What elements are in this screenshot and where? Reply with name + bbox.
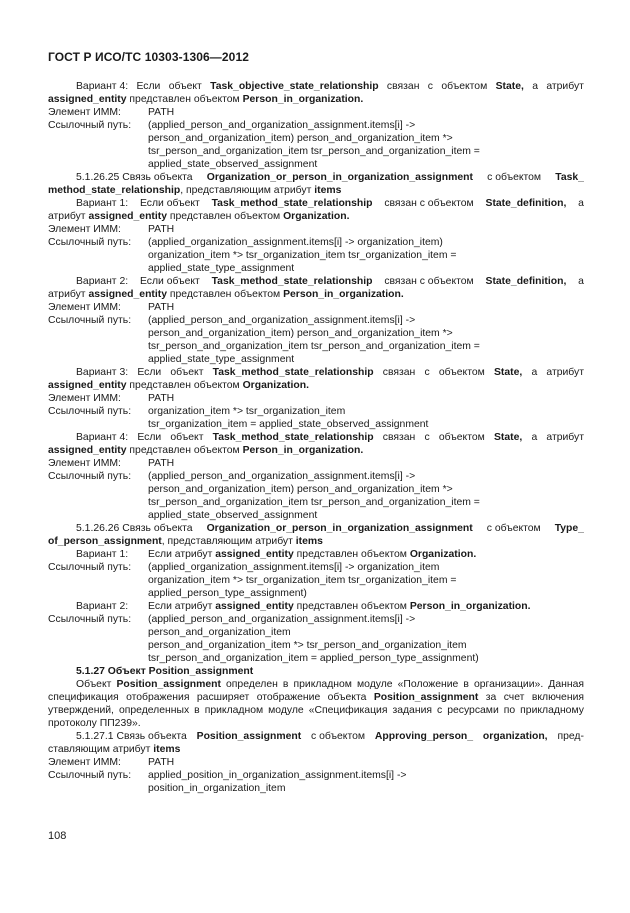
text-run: объектом bbox=[438, 367, 485, 378]
text-line bbox=[48, 288, 584, 301]
text-run: счет bbox=[503, 692, 525, 703]
text-run: представлен объектом bbox=[167, 211, 284, 222]
text-run: applied_position_in_organization_assignment.items[i] -> bbox=[148, 770, 407, 781]
text-run: задания bbox=[392, 705, 433, 716]
text-run: с bbox=[424, 432, 430, 443]
text-run: спецификация bbox=[48, 692, 119, 703]
text-line bbox=[48, 717, 584, 730]
text-run: Вариант 4: bbox=[76, 81, 129, 92]
variant-label: Вариант 1: bbox=[76, 549, 129, 560]
text-run: PATH bbox=[148, 393, 175, 404]
field-label: Ссылочный путь: bbox=[48, 614, 132, 625]
text-line bbox=[48, 93, 584, 106]
text-run: представлен объектом bbox=[126, 445, 243, 456]
text-run: в bbox=[463, 679, 469, 690]
text-run: с bbox=[437, 705, 443, 716]
text-run: Task_ bbox=[555, 172, 584, 183]
text-run: position_in_organization_item bbox=[148, 783, 286, 794]
text-line bbox=[48, 119, 584, 132]
text-run: объектом bbox=[441, 81, 488, 92]
field-label: Элемент ИММ: bbox=[48, 458, 121, 469]
text-line bbox=[48, 704, 584, 717]
text-run: представлен объектом bbox=[126, 380, 243, 391]
text-run: а bbox=[531, 432, 538, 443]
text-run: State, bbox=[493, 432, 523, 443]
text-run: assigned_entity bbox=[48, 94, 127, 105]
text-run: Если объект bbox=[139, 276, 200, 287]
field-label: Ссылочный путь: bbox=[48, 562, 132, 573]
text-line bbox=[48, 197, 584, 210]
text-run: с bbox=[424, 367, 430, 378]
text-line bbox=[48, 132, 584, 145]
text-run: Task_method_state_relationship bbox=[211, 276, 373, 287]
text-run: а bbox=[578, 276, 584, 287]
text-line bbox=[48, 548, 584, 561]
text-run: applied_state_type_assignment bbox=[148, 263, 295, 274]
text-run: Если объект bbox=[139, 198, 200, 209]
text-run: organization, bbox=[482, 731, 548, 742]
text-run: объект bbox=[170, 367, 204, 378]
text-line bbox=[48, 392, 584, 405]
text-run: person_and_organization_item) person_and_organization_item *> bbox=[148, 133, 453, 144]
text-line bbox=[48, 678, 584, 691]
text-run: organization_item *> tsr_organization_item bbox=[148, 406, 346, 417]
text-run: представлен объектом bbox=[293, 549, 410, 560]
text-line bbox=[48, 665, 584, 678]
text-line bbox=[48, 444, 584, 457]
text-run: method_state_relationship bbox=[48, 185, 181, 196]
text-run: State, bbox=[495, 81, 524, 92]
text-line bbox=[48, 600, 584, 613]
text-run: State_definition, bbox=[485, 276, 567, 287]
text-run: Task_method_state_relationship bbox=[212, 367, 374, 378]
text-run: модуле bbox=[357, 679, 393, 690]
text-run: of_person_assignment bbox=[48, 536, 162, 547]
text-run: представлен объектом bbox=[293, 601, 410, 612]
text-line bbox=[48, 574, 584, 587]
text-line bbox=[48, 353, 584, 366]
text-run: items bbox=[295, 536, 323, 547]
text-run: Person_in_organization. bbox=[242, 445, 364, 456]
text-run: applied_person_type_assignment) bbox=[148, 588, 307, 599]
text-line bbox=[48, 457, 584, 470]
text-run: в bbox=[282, 679, 289, 690]
field-label: Элемент ИММ: bbox=[48, 302, 121, 313]
text-line bbox=[48, 145, 584, 158]
text-run: связан bbox=[382, 432, 416, 443]
text-run: tsr_organization_item = applied_state_observed_assignment bbox=[148, 419, 429, 430]
text-run: Person_in_organization. bbox=[409, 601, 531, 612]
text-run: PATH bbox=[148, 302, 175, 313]
text-line bbox=[48, 314, 584, 327]
text-run: Вариант 3: bbox=[76, 367, 129, 378]
text-run: прикладному bbox=[520, 705, 584, 716]
text-line bbox=[48, 626, 584, 639]
text-run: связан с объектом bbox=[384, 198, 474, 209]
text-run: PATH bbox=[148, 757, 175, 768]
text-run: за bbox=[485, 692, 497, 703]
text-line bbox=[48, 613, 584, 626]
text-run: в bbox=[194, 705, 200, 716]
text-line bbox=[48, 301, 584, 314]
text-run: person_and_organization_item bbox=[148, 627, 291, 638]
text-run: organization_item *> tsr_organization_item tsr_organization_item = bbox=[148, 250, 457, 261]
text-line bbox=[48, 210, 584, 223]
text-run: Вариант 4: bbox=[76, 432, 129, 443]
text-line bbox=[48, 275, 584, 288]
text-run: Person_in_organization. bbox=[242, 94, 364, 105]
text-run: tsr_person_and_organization_item = applied_person_type_assignment) bbox=[148, 653, 479, 664]
text-run: 5.1.26.26 Связь объекта bbox=[76, 523, 193, 534]
text-run: а bbox=[578, 198, 584, 209]
field-label: Ссылочный путь: bbox=[48, 315, 132, 326]
text-run: person_and_organization_item) person_and_organization_item *> bbox=[148, 328, 453, 339]
text-line bbox=[48, 223, 584, 236]
text-line bbox=[48, 522, 584, 535]
text-run: а bbox=[531, 367, 538, 378]
text-run: Task_objective_state_relationship bbox=[210, 81, 379, 92]
text-run: (applied_person_and_organization_assignment.items[i] -> bbox=[148, 471, 416, 482]
text-run: отображения bbox=[126, 692, 190, 703]
text-run: Если bbox=[136, 81, 161, 92]
text-run: атрибут bbox=[546, 432, 584, 443]
text-run: с объектом bbox=[311, 731, 366, 742]
text-run: (applied_person_and_organization_assignment.items[i] -> bbox=[148, 120, 416, 131]
text-line bbox=[48, 80, 584, 93]
text-run: по bbox=[503, 705, 516, 716]
field-label: Элемент ИММ: bbox=[48, 107, 121, 118]
text-run: Organization. bbox=[409, 549, 477, 560]
text-line bbox=[48, 509, 584, 522]
text-run: items bbox=[153, 744, 181, 755]
text-run: Task_method_state_relationship bbox=[212, 432, 374, 443]
text-run: assigned_entity bbox=[48, 445, 127, 456]
field-label: Элемент ИММ: bbox=[48, 224, 121, 235]
field-label: Элемент ИММ: bbox=[48, 757, 121, 768]
text-run: (applied_person_and_organization_assignment.items[i] -> bbox=[148, 315, 416, 326]
document-header: ГОСТ Р ИСО/ТС 10303-1306—2012 bbox=[48, 50, 249, 64]
text-run: атрибут bbox=[48, 289, 89, 300]
text-run: прикладном bbox=[204, 705, 264, 716]
text-run: PATH bbox=[148, 107, 175, 118]
field-label: Ссылочный путь: bbox=[48, 406, 132, 417]
text-run: Approving_person_ bbox=[374, 731, 474, 742]
variant-label: Вариант 2: bbox=[76, 601, 129, 612]
text-run: 5.1.27.1 Связь объекта bbox=[76, 731, 187, 742]
text-line bbox=[48, 340, 584, 353]
text-run: представлен объектом bbox=[167, 289, 284, 300]
text-run: 5.1.26.25 Связь объекта bbox=[76, 172, 193, 183]
text-line bbox=[48, 171, 584, 184]
text-run: 5.1.27 Объект bbox=[76, 666, 149, 677]
text-line bbox=[48, 405, 584, 418]
text-run: с bbox=[427, 81, 433, 92]
text-run: связан bbox=[382, 367, 416, 378]
text-line bbox=[48, 561, 584, 574]
text-line bbox=[48, 782, 584, 795]
text-line bbox=[48, 379, 584, 392]
text-run: (applied_organization_assignment.items[i] -> organization_item) bbox=[148, 237, 443, 248]
text-run: tsr_person_and_organization_item tsr_person_and_organization_item = bbox=[148, 341, 480, 352]
text-run: person_and_organization_item) person_and_organization_item *> bbox=[148, 484, 453, 495]
text-run: Organization_or_person_in_organization_assignment bbox=[206, 172, 473, 183]
text-run: , представляющим атрибут bbox=[180, 185, 315, 196]
text-run: PATH bbox=[148, 224, 175, 235]
text-run: Если bbox=[137, 432, 162, 443]
text-run: Если bbox=[137, 367, 162, 378]
text-run: «Положение bbox=[397, 679, 459, 690]
text-run: объект bbox=[168, 81, 202, 92]
text-run: связан bbox=[386, 81, 420, 92]
text-run: прикладном bbox=[293, 679, 352, 690]
field-label: Ссылочный путь: bbox=[48, 471, 132, 482]
text-run: State, bbox=[493, 367, 523, 378]
text-run: объект bbox=[170, 432, 204, 443]
text-run: с объектом bbox=[486, 523, 541, 534]
text-run: assigned_entity bbox=[48, 380, 127, 391]
text-run: ставляющим атрибут bbox=[48, 744, 154, 755]
text-run: assigned_entity bbox=[215, 601, 294, 612]
text-run: Position_assignment bbox=[196, 731, 302, 742]
text-line bbox=[48, 743, 584, 756]
text-run: Данная bbox=[548, 679, 584, 690]
text-line bbox=[48, 691, 584, 704]
text-run: атрибут bbox=[546, 367, 584, 378]
text-run: модуле bbox=[268, 705, 304, 716]
text-run: (applied_organization_assignment.items[i] -> organization_item bbox=[148, 562, 440, 573]
text-run: с объектом bbox=[487, 172, 542, 183]
text-run: определен bbox=[226, 679, 278, 690]
text-run: атрибут bbox=[48, 211, 89, 222]
text-run: , представляющим атрибут bbox=[161, 536, 296, 547]
text-run: включения bbox=[531, 692, 584, 703]
field-label: Ссылочный путь: bbox=[48, 120, 132, 131]
text-run: Если атрибут bbox=[148, 601, 216, 612]
text-line bbox=[48, 652, 584, 665]
text-line bbox=[48, 418, 584, 431]
text-run: tsr_person_and_organization_item tsr_person_and_organization_item = bbox=[148, 146, 480, 157]
text-run: утверждений, bbox=[48, 705, 114, 716]
text-run: tsr_person_and_organization_item tsr_person_and_organization_item = bbox=[148, 497, 480, 508]
text-line bbox=[48, 483, 584, 496]
text-run: а bbox=[532, 81, 538, 92]
text-run: assigned_entity bbox=[215, 549, 294, 560]
text-run: представлен объектом bbox=[126, 94, 243, 105]
text-run: Вариант 2: bbox=[76, 276, 129, 287]
text-run: Position_assignment bbox=[148, 666, 254, 677]
text-run: атрибут bbox=[546, 81, 584, 92]
text-line bbox=[48, 327, 584, 340]
text-line bbox=[48, 470, 584, 483]
text-run: organization_item *> tsr_organization_item tsr_organization_item = bbox=[148, 575, 457, 586]
text-run: applied_state_observed_assignment bbox=[148, 510, 318, 521]
field-label: Элемент ИММ: bbox=[48, 393, 121, 404]
text-run: assigned_entity bbox=[88, 211, 168, 222]
text-run: assigned_entity bbox=[88, 289, 168, 300]
text-run: Если атрибут bbox=[148, 549, 216, 560]
text-line bbox=[48, 587, 584, 600]
text-line bbox=[48, 431, 584, 444]
text-run: организации». bbox=[474, 679, 544, 690]
text-run: Position_assignment bbox=[116, 679, 221, 690]
text-line bbox=[48, 639, 584, 652]
text-run: Person_in_organization. bbox=[283, 289, 404, 300]
text-run: Organization. bbox=[283, 211, 350, 222]
text-run: State_definition, bbox=[485, 198, 567, 209]
text-run: Task_method_state_relationship bbox=[211, 198, 373, 209]
text-line bbox=[48, 106, 584, 119]
text-run: ресурсами bbox=[447, 705, 499, 716]
text-run: отображение bbox=[256, 692, 321, 703]
page-number: 108 bbox=[48, 830, 67, 842]
document-body bbox=[48, 80, 584, 795]
text-line bbox=[48, 249, 584, 262]
text-run: items bbox=[314, 185, 342, 196]
text-run: пред- bbox=[557, 731, 584, 742]
text-run: протоколу ПП239». bbox=[48, 718, 141, 729]
text-run: Вариант 1: bbox=[76, 198, 129, 209]
field-label: Ссылочный путь: bbox=[48, 237, 132, 248]
text-line bbox=[48, 366, 584, 379]
text-run: объектом bbox=[438, 432, 485, 443]
text-line bbox=[48, 158, 584, 171]
text-run: определенных bbox=[118, 705, 190, 716]
text-line bbox=[48, 236, 584, 249]
text-run: Position_assignment bbox=[373, 692, 479, 703]
text-run: applied_state_observed_assignment bbox=[148, 159, 318, 170]
text-run: объекта bbox=[327, 692, 367, 703]
text-run: person_and_organization_item *> tsr_person_and_organization_item bbox=[148, 640, 467, 651]
text-run: расширяет bbox=[196, 692, 250, 703]
text-line bbox=[48, 184, 584, 197]
text-line bbox=[48, 756, 584, 769]
text-line bbox=[48, 730, 584, 743]
text-line bbox=[48, 769, 584, 782]
text-line bbox=[48, 262, 584, 275]
text-run: applied_state_type_assignment bbox=[148, 354, 295, 365]
text-run: PATH bbox=[148, 458, 175, 469]
text-run: Type_ bbox=[554, 523, 584, 534]
text-run: «Спецификация bbox=[308, 705, 388, 716]
text-run: Organization. bbox=[242, 380, 309, 391]
text-run: (applied_person_and_organization_assignment.items[i] -> bbox=[148, 614, 416, 625]
text-line bbox=[48, 535, 584, 548]
field-label: Ссылочный путь: bbox=[48, 770, 132, 781]
text-line bbox=[48, 496, 584, 509]
text-run: Объект bbox=[76, 679, 112, 690]
text-run: Organization_or_person_in_organization_assignment bbox=[206, 523, 473, 534]
text-run: связан с объектом bbox=[384, 276, 474, 287]
